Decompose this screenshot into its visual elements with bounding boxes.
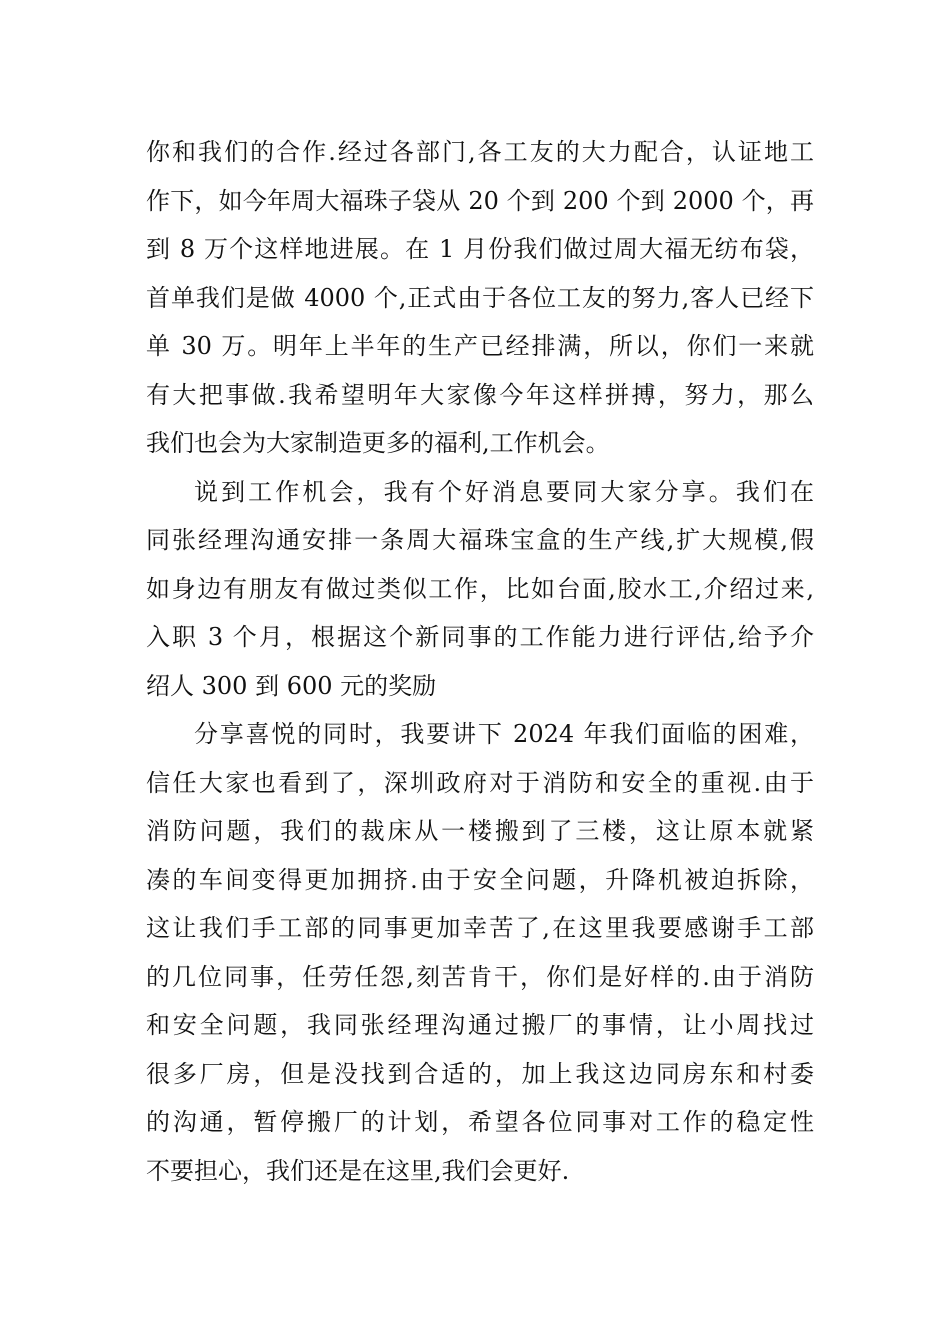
text-line: 首单我们是做 4000 个,正式由于各位工友的努力,客人已经下	[146, 283, 814, 312]
text-line: 入职 3 个月，根据这个新同事的工作能力进行评估,给予介	[146, 623, 814, 651]
text-line: 说到工作机会，我有个好消息要同大家分享。我们在	[194, 477, 814, 506]
text-line: 这让我们手工部的同事更加幸苦了,在这里我要感谢手工部	[146, 914, 814, 942]
text-line: 凑的车间变得更加拥挤.由于安全问题，升降机被迫拆除，	[146, 865, 814, 894]
paragraph-job-opportunity	[146, 468, 814, 711]
text-line: 很多厂房，但是没找到合适的，加上我这边同房东和村委	[146, 1059, 814, 1088]
text-line: 和安全问题，我同张经理沟通过搬厂的事情，让小周找过	[146, 1011, 814, 1039]
text-line: 不要担心，我们还是在这里,我们会更好.	[146, 1156, 570, 1185]
paragraph-cooperation	[146, 128, 814, 468]
text-line: 信任大家也看到了，深圳政府对于消防和安全的重视.由于	[146, 768, 814, 797]
document-body	[146, 128, 814, 1195]
paragraph-difficulties	[146, 710, 814, 1195]
text-line: 的沟通，暂停搬厂的计划，希望各位同事对工作的稳定性	[146, 1108, 814, 1136]
text-line: 单 30 万。明年上半年的生产已经排满，所以，你们一来就	[146, 332, 814, 360]
text-line: 同张经理沟通安排一条周大福珠宝盒的生产线,扩大规模,假	[146, 526, 814, 554]
text-line: 分享喜悦的同时，我要讲下 2024 年我们面临的困难，	[194, 720, 814, 748]
text-line: 绍人 300 到 600 元的奖励	[146, 671, 437, 700]
text-line: 有大把事做.我希望明年大家像今年这样拼搏，努力，那么	[146, 380, 814, 409]
text-line: 我们也会为大家制造更多的福利,工作机会。	[146, 429, 610, 457]
text-line: 如身边有朋友有做过类似工作，比如台面,胶水工,介绍过来,	[146, 574, 814, 603]
text-line: 到 8 万个这样地进展。在 1 月份我们做过周大福无纺布袋，	[146, 235, 814, 263]
text-line: 作下，如今年周大福珠子袋从 20 个到 200 个到 2000 个，再	[146, 186, 814, 215]
text-line: 的几位同事，任劳任怨,刻苦肯干，你们是好样的.由于消防	[146, 962, 814, 991]
text-line: 你和我们的合作.经过各部门,各工友的大力配合，认证地工	[146, 138, 814, 166]
text-line: 消防问题，我们的裁床从一楼搬到了三楼，这让原本就紧	[146, 817, 814, 845]
